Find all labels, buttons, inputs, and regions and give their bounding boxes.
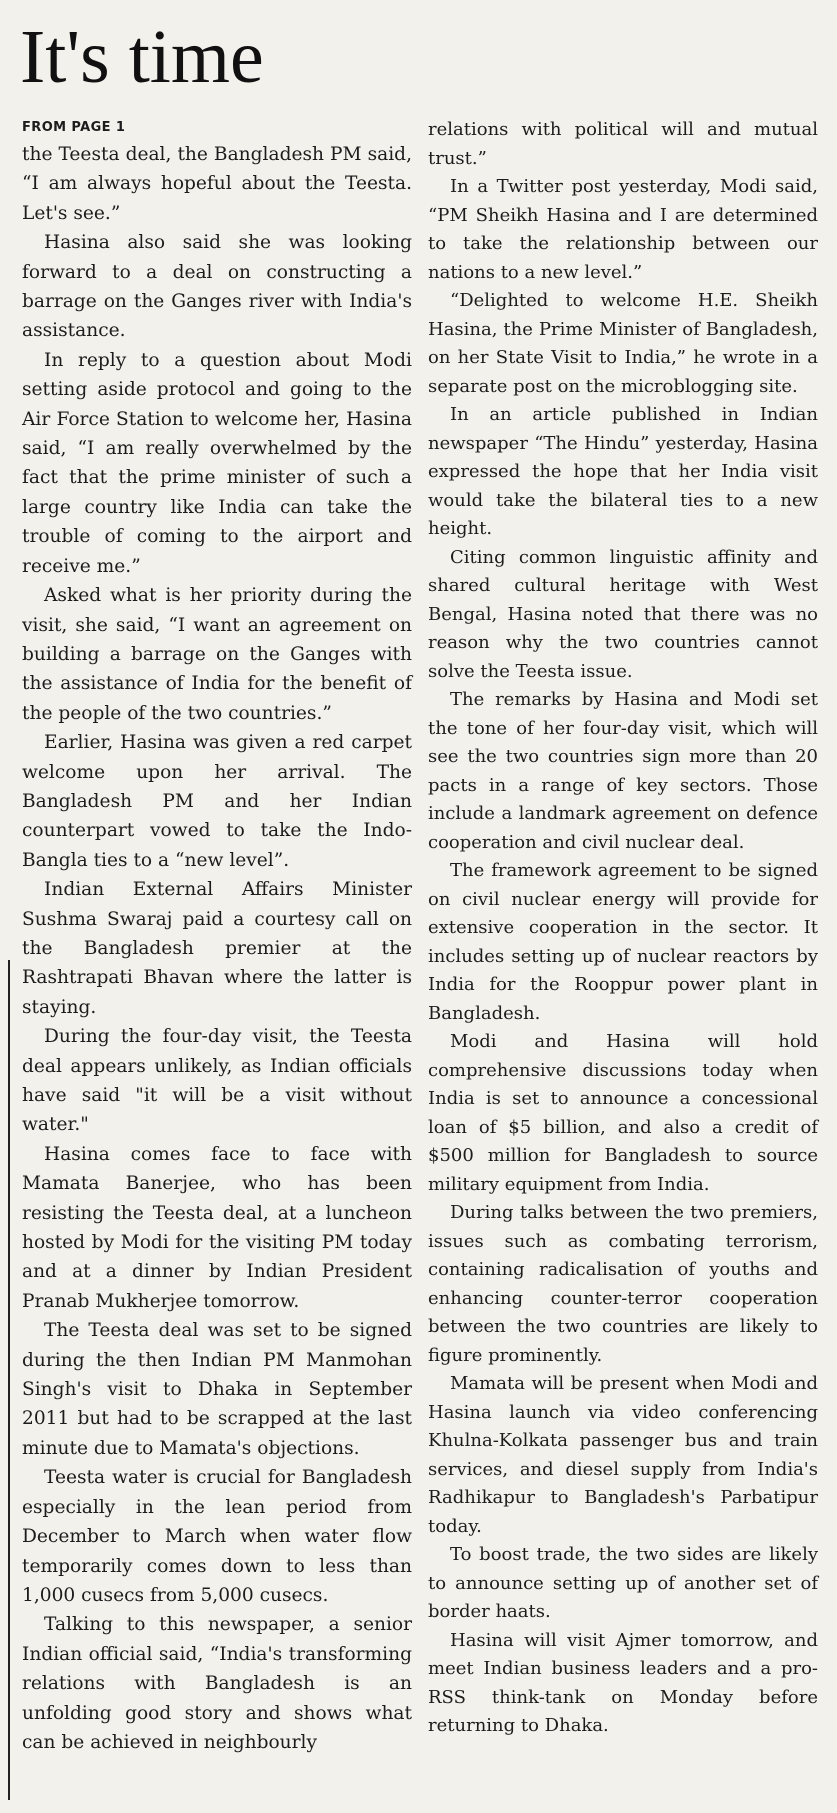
paragraph: Earlier, Hasina was given a red carpet welcome upon her arrival. The Bangladesh PM and her Indian counterpart vowed to take the Indo-Bangla ties to a “new level”.: [22, 732, 412, 871]
paragraph: The Teesta deal was set to be signed during the then Indian PM Manmohan Singh's visit to Dhaka in September 2011 but had to be scrapped at the last minute due to Mamata's objections.: [22, 1320, 412, 1459]
paragraph: In an article published in Indian newspaper “The Hindu” yesterday, Hasina expressed the hope that her India visit would take the bilateral ties to a new height.: [428, 404, 818, 539]
paragraph: relations with political will and mutual trust.”: [428, 119, 818, 169]
paragraph: The remarks by Hasina and Modi set the tone of her four-day visit, which will see the two countries sign more than 20 pacts in a range of key sectors. Those include a landmark agreement on defence cooperation and civil nuclear deal.: [428, 689, 818, 853]
paragraph: To boost trade, the two sides are likely to announce setting up of another set of border haats.: [428, 1544, 818, 1622]
paragraph: Teesta water is crucial for Bangladesh especially in the lean period from December to March when water flow temporarily comes down to less than 1,000 cusecs from 5,000 cusecs.: [22, 1467, 412, 1606]
paragraph: Talking to this newspaper, a senior Indian official said, “India's transforming relations with Bangladesh is an unfolding good story and shows what can be achieved in neighbourly: [22, 1614, 412, 1753]
left-column: [22, 116, 412, 1757]
paragraph: Hasina comes face to face with Mamata Banerjee, who has been resisting the Teesta deal, at a luncheon hosted by Modi for the visiting PM today and at a dinner by Indian President Pranab Mukherjee tomorrow.: [22, 1143, 412, 1312]
paragraph: the Teesta deal, the Bangladesh PM said, “I am always hopeful about the Teesta. Let's see.”: [22, 144, 412, 224]
paragraph: Indian External Affairs Minister Sushma Swaraj paid a courtesy call on the Bangladesh premier at the Rashtrapati Bhavan where the latter is staying.: [22, 879, 412, 1018]
right-column: [428, 116, 818, 1741]
paragraph: Hasina also said she was looking forward to a deal on constructing a barrage on the Ganges river with India's assistance.: [22, 232, 412, 342]
column-rule: [8, 960, 10, 1800]
paragraph: Citing common linguistic affinity and shared cultural heritage with West Bengal, Hasina noted that there was no reason why the two countries cannot solve the Teesta issue.: [428, 546, 818, 682]
paragraph: The framework agreement to be signed on civil nuclear energy will provide for extensive cooperation in the sector. It includes setting up of nuclear reactors by India for the Rooppur power plant in Bangladesh.: [428, 860, 818, 1024]
paragraph: During the four-day visit, the Teesta deal appears unlikely, as Indian officials have said "it will be a visit without water.": [22, 1026, 412, 1136]
paragraph: Modi and Hasina will hold comprehensive discussions today when India is set to announce a concessional loan of $5 billion, and also a credit of $500 million for Bangladesh to source military equipment from India.: [428, 1031, 818, 1195]
paragraph: “Delighted to welcome H.E. Sheikh Hasina, the Prime Minister of Bangladesh, on her State Visit to India,” he wrote in a separate post on the microblogging site.: [428, 290, 818, 397]
paragraph: Asked what is her priority during the visit, she said, “I want an agreement on building a barrage on the Ganges with the assistance of India for the benefit of the people of the two countries.”: [22, 585, 412, 724]
headline: It's time: [20, 15, 264, 99]
jump-label: FROM PAGE 1: [22, 120, 126, 135]
paragraph: In reply to a question about Modi setting aside protocol and going to the Air Force Station to welcome her, Hasina said, “I am really overwhelmed by the fact that the prime minister of such a large country like India can take the trouble of coming to the airport and receive me.”: [22, 349, 412, 577]
paragraph: Mamata will be present when Modi and Hasina launch via video conferencing Khulna-Kolkata passenger bus and train services, and diesel supply from India's Radhikapur to Bangladesh's Parbatipur today.: [428, 1373, 818, 1537]
paragraph: Hasina will visit Ajmer tomorrow, and meet Indian business leaders and a pro-RSS think-tank on Monday before returning to Dhaka.: [428, 1629, 818, 1736]
paragraph: In a Twitter post yesterday, Modi said, “PM Sheikh Hasina and I are determined to take the relationship between our nations to a new level.”: [428, 176, 818, 283]
paragraph: During talks between the two premiers, issues such as combating terrorism, containing radicalisation of youths and enhancing counter-terror cooperation between the two countries are likely to figure prominently.: [428, 1202, 818, 1366]
